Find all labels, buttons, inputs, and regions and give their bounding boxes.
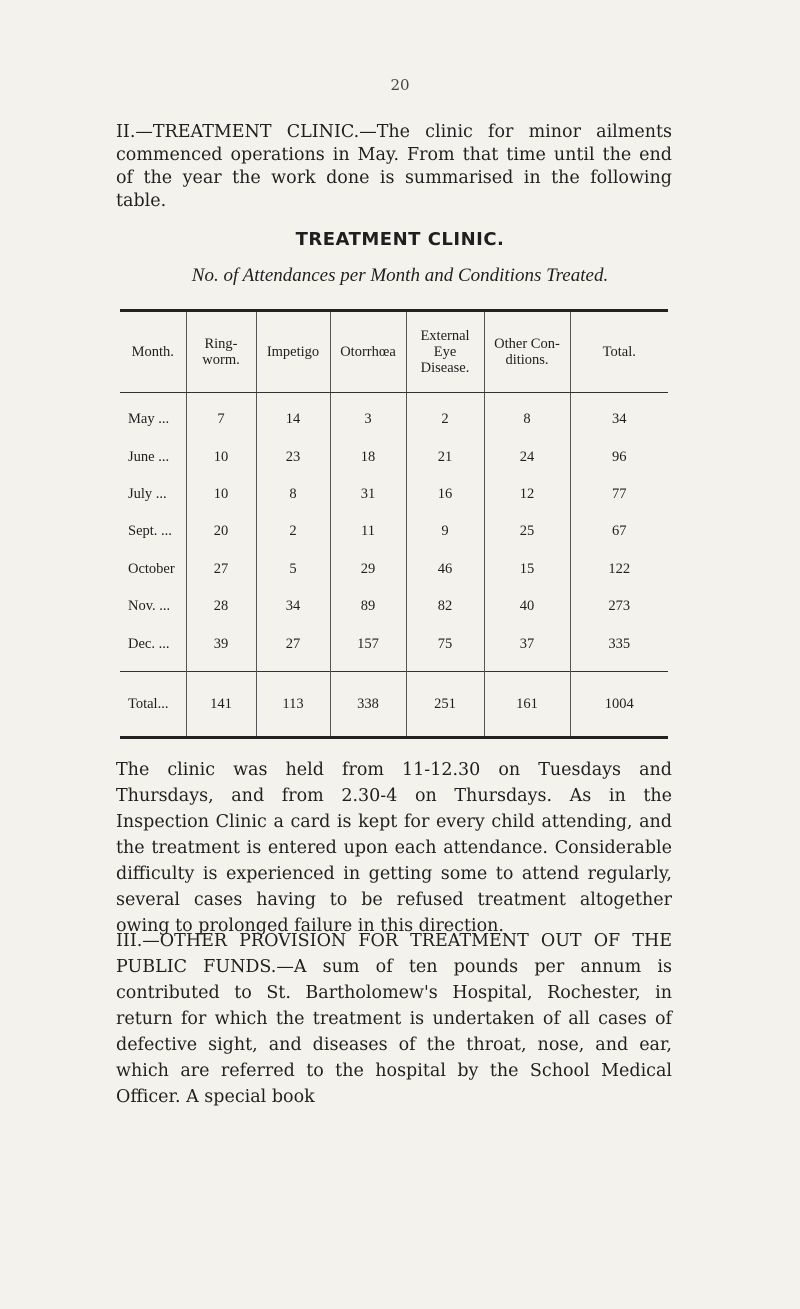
- cell-ringworm: 27: [186, 551, 256, 588]
- header-ringworm: Ring-worm.: [186, 311, 256, 393]
- treatment-clinic-table: [120, 309, 668, 739]
- cell-ringworm: 7: [186, 393, 256, 439]
- table-row: [120, 476, 668, 513]
- cell-ringworm: 28: [186, 588, 256, 625]
- cell-other: 15: [484, 551, 570, 588]
- cell-other: 8: [484, 393, 570, 439]
- cell-otorrhoea: 18: [330, 438, 406, 475]
- cell-otorrhoea: 29: [330, 551, 406, 588]
- cell-eye: 2: [406, 393, 484, 439]
- table-row: [120, 438, 668, 475]
- header-external-eye-disease: External Eye Disease.: [406, 311, 484, 393]
- intro-paragraph: II.—TREATMENT CLINIC.—The clinic for minor ailments commenced operations in May. From that time until the end of the year the work done is summarised in the following table.: [116, 122, 672, 211]
- header-otorrhoea: Otorrhœa: [330, 311, 406, 393]
- cell-ringworm: 10: [186, 476, 256, 513]
- header-total: Total.: [570, 311, 668, 393]
- cell-month: June ...: [128, 448, 170, 465]
- cell-other: 37: [484, 625, 570, 671]
- table-header-row: [120, 311, 668, 393]
- cell-month: May ...: [128, 411, 170, 428]
- cell-eye: 16: [406, 476, 484, 513]
- cell-other: 24: [484, 438, 570, 475]
- cell-total: 67: [570, 513, 668, 550]
- cell-total: 273: [570, 588, 668, 625]
- cell-eye-total: 251: [406, 672, 484, 738]
- cell-other-total: 161: [484, 672, 570, 738]
- cell-eye: 82: [406, 588, 484, 625]
- table-totals-row: [120, 672, 668, 738]
- cell-total: 335: [570, 625, 668, 671]
- cell-total: 122: [570, 551, 668, 588]
- cell-impetigo: 14: [256, 393, 330, 439]
- cell-impetigo: 27: [256, 625, 330, 671]
- cell-other: 40: [484, 588, 570, 625]
- page-number: 20: [390, 76, 410, 94]
- cell-otorrhoea: 11: [330, 513, 406, 550]
- other-provision-paragraph: III.—OTHER PROVISION FOR TREATMENT OUT OF THE PUBLIC FUNDS.—A sum of ten pounds per annum is contributed to St. Bartholomew's Hospital, Rochester, in return for which the treatment is undertaken of all cases of defective sight, and diseases of the throat, nose, and ear, which are referred to the hospital by the School Medical Officer. A special book: [116, 931, 672, 1107]
- cell-total: 96: [570, 438, 668, 475]
- cell-eye: 9: [406, 513, 484, 550]
- cell-impetigo: 5: [256, 551, 330, 588]
- cell-month: July ...: [128, 486, 167, 503]
- cell-otorrhoea: 157: [330, 625, 406, 671]
- cell-impetigo: 34: [256, 588, 330, 625]
- table-subtitle: No. of Attendances per Month and Conditions Treated.: [191, 265, 609, 286]
- cell-impetigo: 23: [256, 438, 330, 475]
- cell-other: 25: [484, 513, 570, 550]
- cell-ringworm: 20: [186, 513, 256, 550]
- cell-otorrhoea-total: 338: [330, 672, 406, 738]
- cell-impetigo-total: 113: [256, 672, 330, 738]
- cell-eye: 21: [406, 438, 484, 475]
- cell-ringworm: 10: [186, 438, 256, 475]
- header-month: Month.: [120, 311, 186, 393]
- cell-impetigo: 2: [256, 513, 330, 550]
- header-impetigo: Impetigo: [256, 311, 330, 393]
- clinic-hours-paragraph: The clinic was held from 11-12.30 on Tuesdays and Thursdays, and from 2.30-4 on Thursdays. As in the Inspection Clinic a card is kept for every child attending, and the treatment is entered upon each attendance. Considerable difficulty is experienced in getting some to attend regularly, several cases having to be refused treatment altogether owing to prolonged failure in this direction.: [116, 760, 672, 936]
- cell-month: Nov. ...: [128, 598, 171, 615]
- table-row: [120, 393, 668, 439]
- cell-otorrhoea: 31: [330, 476, 406, 513]
- cell-ringworm-total: 141: [186, 672, 256, 738]
- cell-total: 77: [570, 476, 668, 513]
- cell-grand-total: 1004: [570, 672, 668, 738]
- cell-ringworm: 39: [186, 625, 256, 671]
- cell-month: October: [128, 560, 175, 577]
- cell-total-label: Total...: [120, 672, 186, 738]
- cell-month: Dec. ...: [128, 635, 170, 652]
- table-row: [120, 513, 668, 550]
- cell-eye: 75: [406, 625, 484, 671]
- table-title: TREATMENT CLINIC.: [295, 229, 505, 250]
- header-other-conditions: Other Con-ditions.: [484, 311, 570, 393]
- table-row: [120, 625, 668, 671]
- cell-impetigo: 8: [256, 476, 330, 513]
- cell-otorrhoea: 3: [330, 393, 406, 439]
- table-row: [120, 551, 668, 588]
- cell-month: Sept. ...: [128, 523, 172, 540]
- cell-eye: 46: [406, 551, 484, 588]
- table-row: [120, 588, 668, 625]
- cell-otorrhoea: 89: [330, 588, 406, 625]
- cell-total: 34: [570, 393, 668, 439]
- cell-other: 12: [484, 476, 570, 513]
